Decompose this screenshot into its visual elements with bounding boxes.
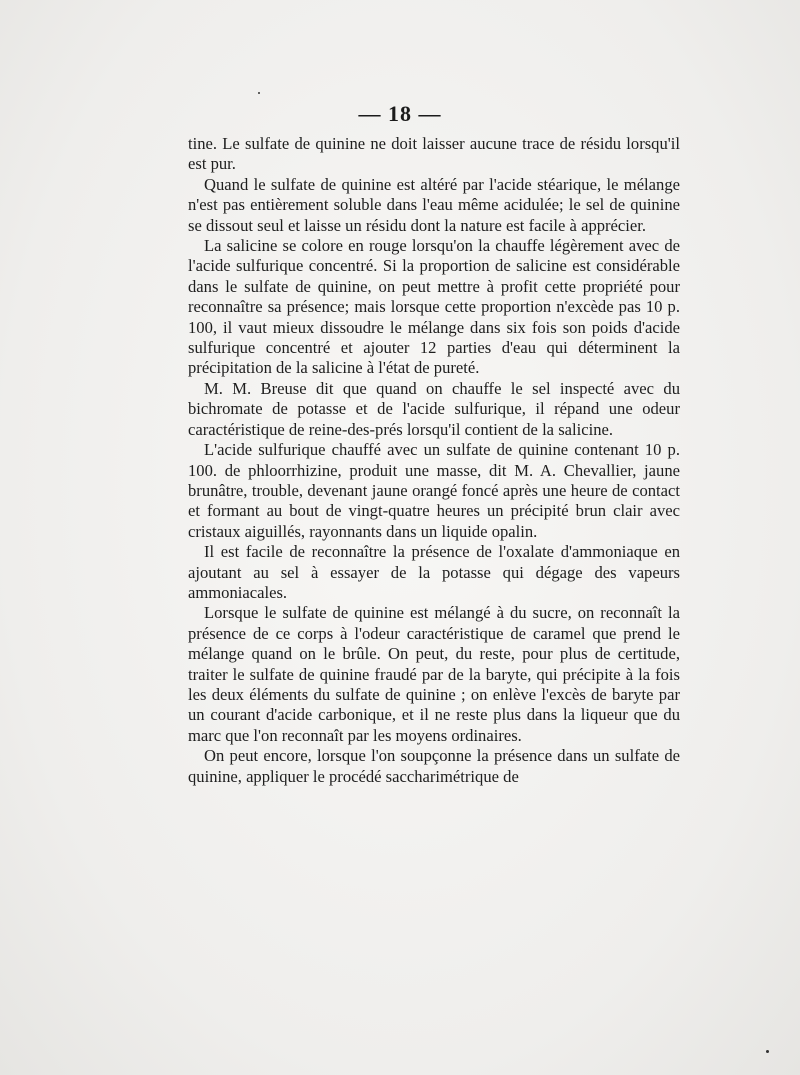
page-number: — 18 — [358, 101, 442, 126]
ink-speck [258, 92, 260, 94]
paragraph: Il est facile de reconnaître la présence de l'oxalate d'ammoniaque en ajoutant au sel à essayer de la potasse qui dégage des vapeurs ammoniacales. [188, 542, 680, 602]
paragraph: tine. Le sulfate de quinine ne doit laisser aucune trace de résidu lorsqu'il est pur. [188, 134, 680, 174]
paragraph: L'acide sulfurique chauffé avec un sulfate de quinine contenant 10 p. 100. de phloorrhizine, produit une masse, dit M. A. Chevallier, jaune brunâtre, trouble, devenant jaune orangé foncé après une heure de contact et formant au bout de vingt-quatre heures un précipité brun clair avec cristaux aiguillés, rayonnants dans un liquide opalin. [188, 440, 680, 541]
body-text [188, 134, 680, 787]
paragraph: La salicine se colore en rouge lorsqu'on la chauffe légèrement avec de l'acide sulfurique concentré. Si la proportion de salicine est considérable dans le sulfate de quinine, on peut mettre à profit cette propriété pour reconnaître sa présence; mais lorsque cette proportion n'excède pas 10 p. 100, il vaut mieux dissoudre le mélange dans six fois son poids d'acide sulfurique concentré et ajouter 12 parties d'eau qui déterminent la précipitation de la salicine à l'état de pureté. [188, 236, 680, 378]
paragraph: Quand le sulfate de quinine est altéré par l'acide stéarique, le mélange n'est pas entièrement soluble dans l'eau même acidulée; le sel de quinine se dissout seul et laisse un résidu dont la nature est facile à apprécier. [188, 174, 680, 235]
paragraph: On peut encore, lorsque l'on soupçonne la présence dans un sulfate de quinine, appliquer le procédé saccharimétrique de [188, 746, 680, 786]
paragraph: M. M. Breuse dit que quand on chauffe le sel inspecté avec du bichromate de potasse et de l'acide sulfurique, il répand une odeur caractéristique de reine-des-prés lorsqu'il contient de la salicine. [188, 378, 680, 439]
ink-speck [766, 1050, 769, 1053]
paragraph: Lorsque le sulfate de quinine est mélangé à du sucre, on reconnaît la présence de ce corps à l'odeur caractéristique de caramel que prend le mélange quand on le brûle. On peut, du reste, pour plus de certitude, traiter le sulfate de quinine fraudé par de la baryte, qui précipite à la fois les deux éléments du sulfate de quinine ; on enlève l'excès de baryte par un courant d'acide carbonique, et il ne reste plus dans la liqueur que du marc que l'on reconnaît par les moyens ordinaires. [188, 603, 680, 745]
